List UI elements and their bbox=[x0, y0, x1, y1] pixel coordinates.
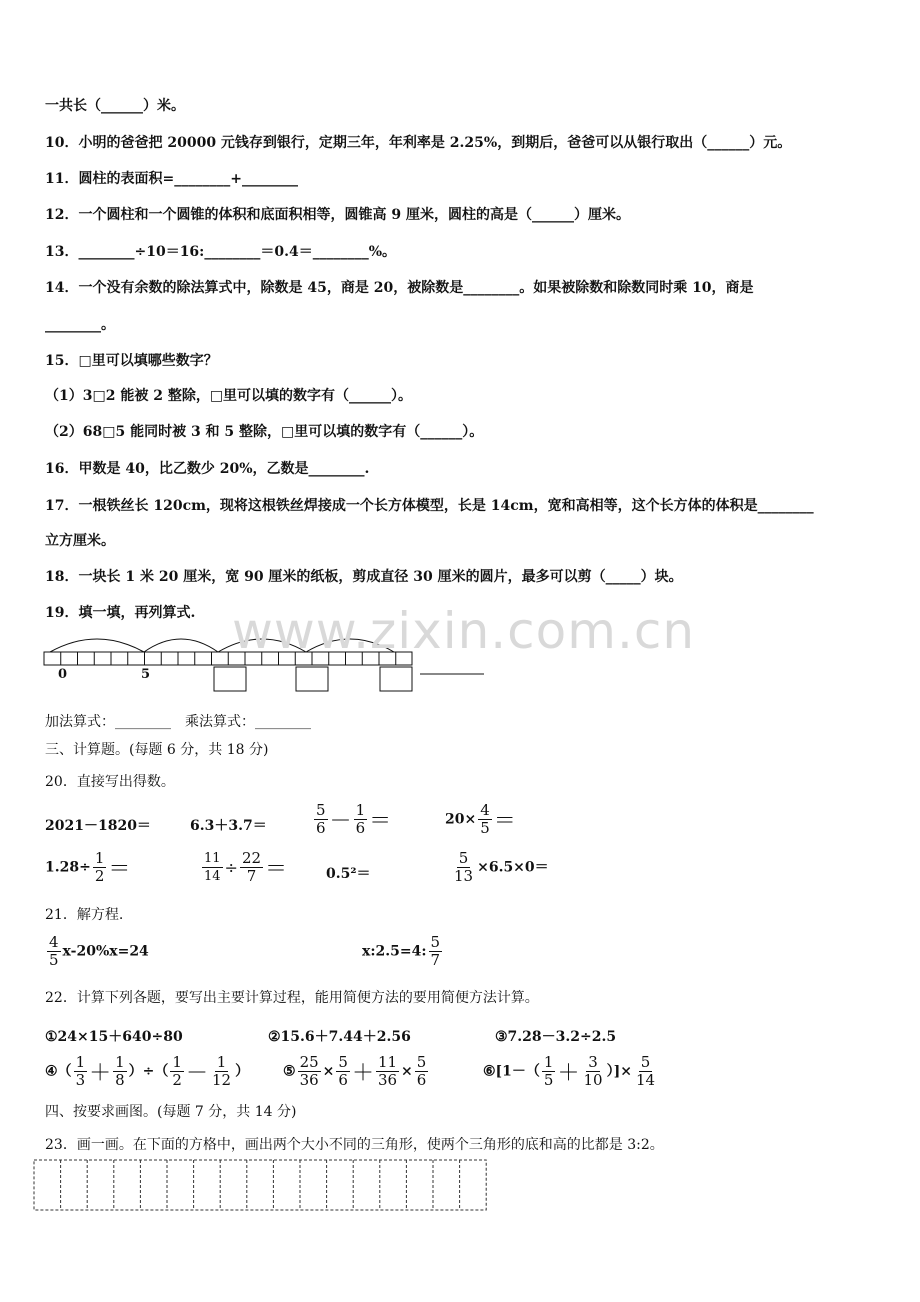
question-14-line2: ________。 bbox=[45, 317, 115, 333]
number-line-figure bbox=[40, 632, 500, 698]
question-18: 18．一块长 1 米 20 厘米，宽 90 厘米的纸板，剪成直径 30 厘米的圆片，最多可以剪（_____）块。 bbox=[45, 569, 683, 585]
jump-arc-2 bbox=[144, 639, 218, 652]
watermark: www.zixin.com.cn bbox=[232, 602, 696, 660]
q22-problem-3: ③7.28－3.2÷2.5 bbox=[495, 1029, 617, 1045]
q21-equation-b: x:2.5=4: $\frac{5}{7}$ bbox=[362, 933, 441, 969]
question-23: 23．画一画。在下面的方格中，画出两个大小不同的三角形，使两个三角形的底和高的比都是 3:2。 bbox=[45, 1137, 664, 1153]
question-15-part2: （2）68□5 能同时被 3 和 5 整除，□里可以填的数字有（______）。 bbox=[45, 424, 484, 440]
q20-item-h: $\frac{5}{13}$ ×6.5×0＝ bbox=[454, 849, 549, 885]
section-3-heading: 三、计算题。(每题 6 分，共 18 分) bbox=[45, 742, 269, 758]
question-13: 13．________÷10＝16:________＝0.4＝________%。 bbox=[45, 244, 397, 260]
q20-item-c: $\frac{5}{6}$ － $\frac{1}{6}$ ＝ bbox=[316, 801, 392, 837]
question-15: 15．□里可以填哪些数字？ bbox=[45, 353, 218, 369]
answer-box-2 bbox=[296, 667, 328, 691]
question-16: 16．甲数是 40，比乙数少 20%，乙数是________. bbox=[45, 461, 370, 477]
q22-problem-2: ②15.6＋7.44＋2.56 bbox=[268, 1029, 411, 1045]
jump-arc-3 bbox=[218, 639, 306, 652]
tick-label-0: 0 bbox=[58, 667, 68, 682]
q22-problem-6: ⑥[1－（ $\frac{1}{5}$ ＋ $\frac{3}{10}$ ）]× $\frac{5}{14}$ bbox=[483, 1053, 656, 1089]
q20-item-e: 1.28÷ $\frac{1}{2}$ ＝ bbox=[45, 849, 131, 885]
q20-item-d: 20× $\frac{4}{5}$ ＝ bbox=[445, 801, 516, 837]
question-19-formulas: 加法算式：________ 乘法算式：________ bbox=[45, 714, 311, 730]
question-20: 20．直接写出得数。 bbox=[45, 774, 175, 790]
section-4-heading: 四、按要求画图。(每题 7 分，共 14 分) bbox=[45, 1104, 297, 1120]
q22-problem-1: ①24×15＋640÷80 bbox=[45, 1029, 183, 1045]
grid-border bbox=[34, 1160, 486, 1210]
q21-equation-a: $\frac{4}{5}$ x-20%x=24 bbox=[49, 933, 149, 969]
answer-box-1 bbox=[214, 667, 246, 691]
q20-item-f: $\frac{11}{14}$ ÷ $\frac{22}{7}$ ＝ bbox=[204, 849, 288, 885]
question-15-part1: （1）3□2 能被 2 整除，□里可以填的数字有（______）。 bbox=[45, 388, 413, 404]
q20-item-a: 2021－1820＝ bbox=[45, 818, 151, 834]
question-17-line1: 17．一根铁丝长 120cm，现将这根铁丝焊接成一个长方体模型，长是 14cm，宽和高相等，这个长方体的体积是________ bbox=[45, 498, 814, 514]
question-10: 10．小明的爸爸把 20000 元钱存到银行，定期三年，年利率是 2.25%，到期后，爸爸可以从银行取出（______）元。 bbox=[45, 135, 792, 151]
q20-item-g: 0.5²＝ bbox=[326, 866, 371, 882]
question-17-line2: 立方厘米。 bbox=[45, 533, 115, 549]
q22-problem-5: ⑤ $\frac{25}{36}$ × $\frac{5}{6}$ ＋ $\frac{11}{36}$ × $\frac{5}{6}$ bbox=[283, 1053, 427, 1089]
jump-arc-4 bbox=[306, 639, 394, 652]
q20-item-b: 6.3＋3.7＝ bbox=[190, 818, 267, 834]
question-14-line1: 14．一个没有余数的除法算式中，除数是 45，商是 20，被除数是________。如果被除数和除数同时乘 10，商是 bbox=[45, 280, 754, 296]
answer-box-3 bbox=[380, 667, 412, 691]
tick-label-5: 5 bbox=[141, 667, 151, 682]
question-12: 12．一个圆柱和一个圆锥的体积和底面积相等，圆锥高 9 厘米，圆柱的高是（______）厘米。 bbox=[45, 207, 630, 223]
question-11: 11．圆柱的表面积=________+________ bbox=[45, 171, 298, 187]
q22-problem-4: ④（ $\frac{1}{3}$ ＋ $\frac{1}{8}$ ）÷（ $\frac{1}{2}$ － $\frac{1}{12}$ ） bbox=[45, 1053, 250, 1089]
q9-tail: 一共长（______）米。 bbox=[45, 98, 185, 114]
question-19: 19．填一填，再列算式. bbox=[45, 605, 196, 621]
drawing-grid bbox=[33, 1158, 491, 1212]
question-22: 22．计算下列各题，要写出主要计算过程，能用简便方法的要用简便方法计算。 bbox=[45, 990, 539, 1006]
jump-arc-1 bbox=[50, 639, 144, 652]
question-21: 21．解方程. bbox=[45, 907, 124, 923]
